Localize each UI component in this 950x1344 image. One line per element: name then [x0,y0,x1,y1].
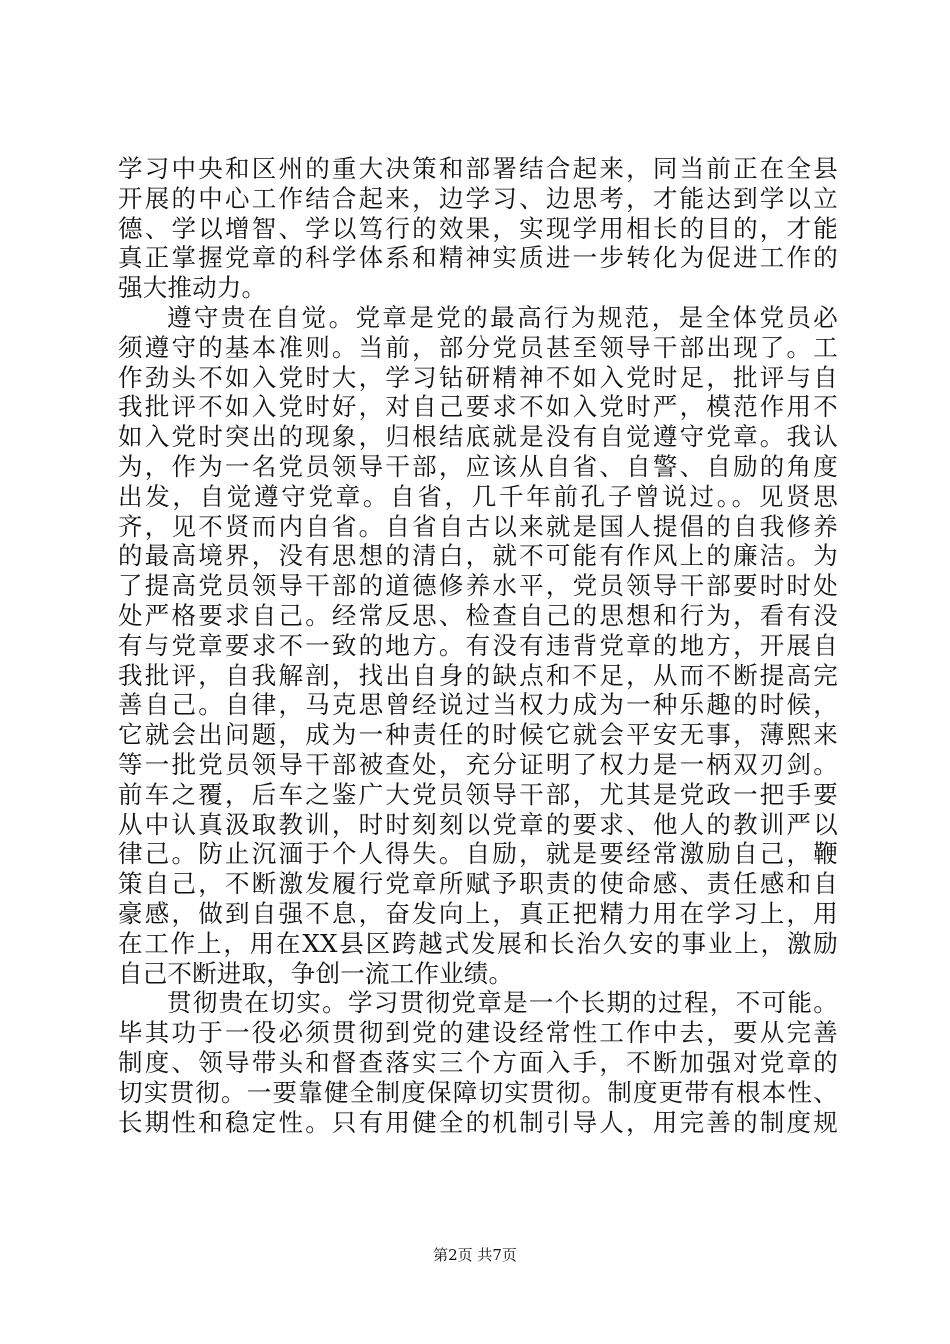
text-line: 的最高境界，没有思想的清白，就不可能有作风上的廉洁。为 [118,541,838,571]
text-line: 长期性和稳定性。只有用健全的机制引导人，用完善的制度规 [118,1107,838,1137]
text-line: 从中认真汲取教训，时时刻刻以党章的要求、他人的教训严以 [118,809,838,839]
text-line: 切实贯彻。一要靠健全制度保障切实贯彻。制度更带有根本性、 [118,1077,838,1107]
text-line: 前车之覆，后车之鉴广大党员领导干部，尤其是党政一把手要 [118,779,838,809]
text-line: 制度、领导带头和督查落实三个方面入手，不断加强对党章的 [118,1047,838,1077]
text-line: 律己。防止沉湎于个人得失。自励，就是要经常激励自己，鞭 [118,839,838,869]
text-line: 出发，自觉遵守党章。自省，几千年前孔子曾说过。。见贤思 [118,481,838,511]
text-line: 为，作为一名党员领导干部，应该从自省、自警、自励的角度 [118,451,838,481]
text-line: 强大推动力。 [118,273,267,303]
text-line: 有与党章要求不一致的地方。有没有违背党章的地方，开展自 [118,630,838,660]
text-line: 如入党时突出的现象，归根结底就是没有自觉遵守党章。我认 [118,422,838,452]
text-line: 须遵守的基本准则。当前，部分党员甚至领导干部出现了。工 [118,332,838,362]
text-line: 我批评，自我解剖，找出自身的缺点和不足，从而不断提高完 [118,660,838,690]
text-line: 德、学以增智、学以笃行的效果，实现学用相长的目的，才能 [118,213,838,243]
text-line: 我批评不如入党时好，对自己要求不如入党时严，模范作用不 [118,392,838,422]
body-text [118,154,838,1137]
text-line: 善自己。自律，马克思曾经说过当权力成为一种乐趣的时候， [118,690,838,720]
page-number-footer: 第2页 共7页 [433,1246,517,1264]
text-line: 真正掌握党章的科学体系和精神实质进一步转化为促进工作的 [118,243,838,273]
text-line: 处严格要求自己。经常反思、检查自己的思想和行为，看有没 [118,600,838,630]
text-line: 齐，见不贤而内自省。自省自古以来就是国人提倡的自我修养 [118,511,838,541]
text-line: 自己不断进取，争创一流工作业绩。 [118,958,514,988]
text-line: 豪感，做到自强不息，奋发向上，真正把精力用在学习上，用 [118,898,838,928]
text-line: 毕其功于一役必须贯彻到党的建设经常性工作中去，要从完善 [118,1018,838,1048]
text-line: 它就会出问题，成为一种责任的时候它就会平安无事，薄熙来 [118,720,838,750]
text-line: 策自己，不断激发履行党章所赋予职责的使命感、责任感和自 [118,869,838,899]
text-line: 在工作上，用在XX县区跨越式发展和长治久安的事业上，激励 [118,928,838,958]
text-line: 作劲头不如入党时大，学习钻研精神不如入党时足，批评与自 [118,362,838,392]
text-line: 了提高党员领导干部的道德修养水平，党员领导干部要时时处 [118,571,838,601]
paragraph-start-line: 贯彻贵在切实。学习贯彻党章是一个长期的过程，不可能。 [167,988,838,1018]
text-line: 开展的中心工作结合起来，边学习、边思考，才能达到学以立 [118,183,838,213]
paragraph-start-line: 遵守贵在自觉。党章是党的最高行为规范，是全体党员必 [167,302,838,332]
text-line: 等一批党员领导干部被查处，充分证明了权力是一柄双刃剑。 [118,749,838,779]
text-line: 学习中央和区州的重大决策和部署结合起来，同当前正在全县 [118,154,838,183]
